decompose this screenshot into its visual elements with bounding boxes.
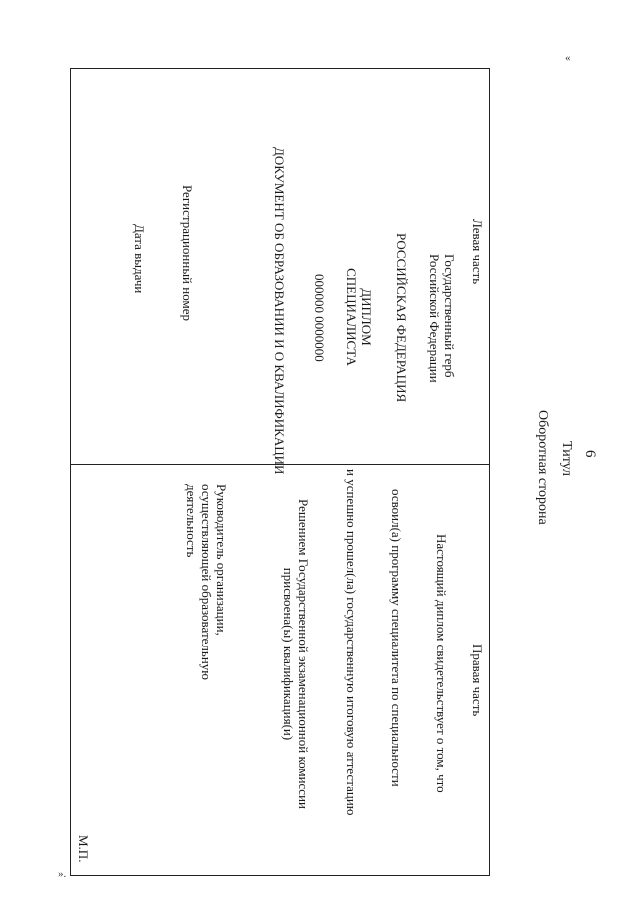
issue-date: Дата выдачи	[132, 224, 147, 294]
right-line-2: освоил(а) программу специалитета по специальности	[389, 489, 404, 787]
diploma-frame	[70, 68, 490, 876]
document-type: ДОКУМЕНТ ОБ ОБРАЗОВАНИИ И О КВАЛИФИКАЦИИ	[272, 147, 287, 475]
registration-number: Регистрационный номер	[180, 185, 195, 321]
right-line-4a: Решением Государственной экзаменационной комиссии	[296, 499, 311, 809]
stamp-place: М.П.	[76, 835, 91, 863]
country: РОССИЙСКАЯ ФЕДЕРАЦИЯ	[394, 233, 409, 403]
page-title: Титул	[559, 441, 574, 476]
page-number: 6	[582, 450, 598, 458]
right-line-1: Настоящий диплом свидетельствует о том, что	[434, 534, 449, 793]
diploma-subtitle: СПЕЦИАЛИСТА	[344, 268, 359, 366]
head-line-3: деятельность	[184, 484, 199, 558]
top-quote-mark: «	[565, 52, 571, 64]
page-side: Оборотная сторона	[535, 410, 550, 525]
bottom-quote-mark: ».	[58, 868, 67, 880]
emblem-text: Государственный герб Российской Федерации	[427, 254, 457, 383]
diploma-title: ДИПЛОМ	[359, 288, 374, 346]
head-line-1: Руководитель организации,	[214, 484, 229, 636]
left-heading: Левая часть	[470, 219, 485, 285]
right-line-4b: присвоена(ы) квалификация(и)	[281, 567, 296, 741]
right-line-3: и успешно прошел(ла) государственную итоговую аттестацию	[344, 469, 359, 816]
right-heading: Правая часть	[470, 644, 485, 717]
head-line-2: осуществляющей образовательную	[199, 484, 214, 680]
diploma-number: 000000 0000000	[312, 274, 327, 362]
